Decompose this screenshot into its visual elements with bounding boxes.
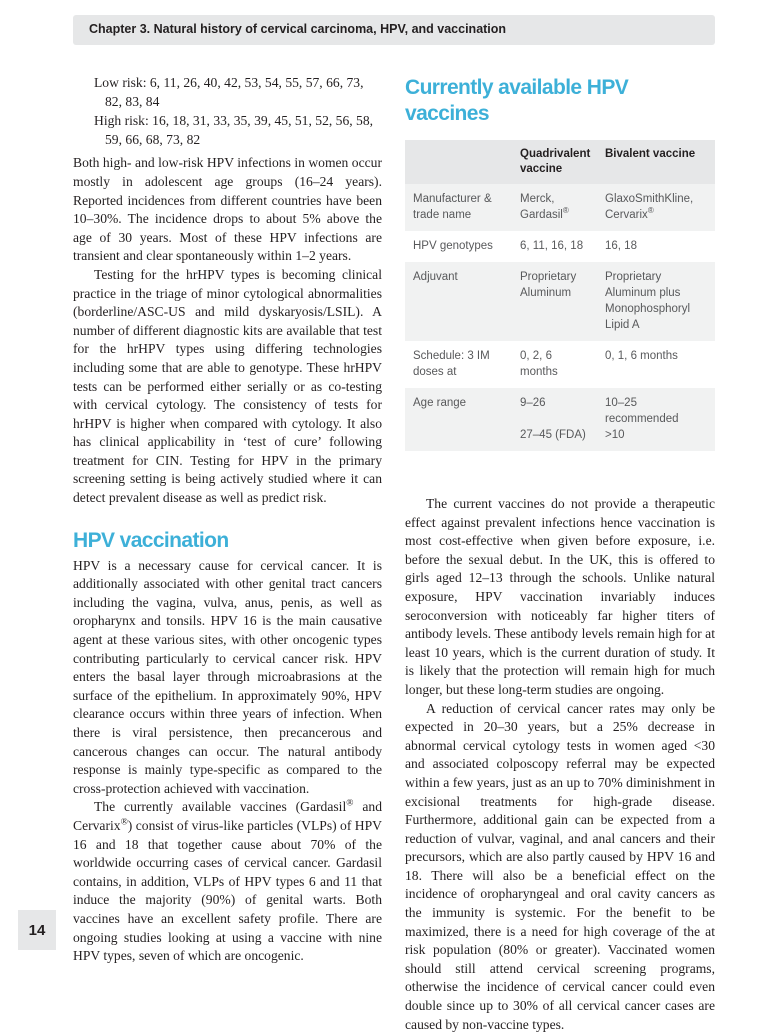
table-cell: 16, 18 xyxy=(605,240,637,252)
table-row xyxy=(405,231,715,262)
text-run: The currently available vaccines (Gardasil xyxy=(94,799,347,815)
trade-name: Cervarix xyxy=(605,209,648,221)
table-cell-label: Age range xyxy=(405,388,512,451)
registered-mark: ® xyxy=(346,798,354,809)
text-run: and Cervarix xyxy=(73,799,382,833)
risk-high-item: High risk: 16, 18, 31, 33, 35, 39, 45, 51, 52, 56, 58, 59, 66, 68, 73, 82 xyxy=(94,113,374,147)
table-cell: Proprietary Aluminum plus Monophosphoryl Lipid A xyxy=(597,262,715,341)
paragraph-infection-incidence: Both high- and low-risk HPV infections in women occur mostly in adolescent age groups (16–24 years). Reported incidences from different countries have been 10–30%. The incidence drops to about 5% above the age of 30 years. Most of these HPV infections are transient and clear spontaneously within 1–2 years. xyxy=(73,155,382,264)
trade-name: Gardasil xyxy=(520,209,563,221)
age-value: 27–45 (FDA) xyxy=(520,429,586,441)
chapter-title: Chapter 3. Natural history of cervical carcinoma, HPV, and vaccination xyxy=(89,22,507,36)
table-cell: 0, 1, 6 months xyxy=(605,350,678,362)
table-cell-label: Schedule: 3 IM doses at xyxy=(413,350,490,378)
left-column xyxy=(73,74,382,966)
section-title-hpv-vaccination: HPV vaccination xyxy=(73,528,229,552)
text-run: ) consist of virus-like particles (VLPs) of HPV 16 and 18 that together cause about 70% of the worldwide occurring cases of cervical cancer. Gardasil contains, in addition, VLPs of HPV types 6 and 11 that induce the majority (90%) of genital warts. Both vaccines have an excellent safety profile. There are ongoing studies looking at using a vaccine with nine HPV types, seven of which are oncogenic. xyxy=(73,817,382,964)
table-cell-label: Adjuvant xyxy=(405,262,512,341)
table-header-cell xyxy=(405,140,512,184)
table-cell xyxy=(512,184,597,231)
table-cell-label: Manufacturer & trade name xyxy=(405,184,512,231)
table-cell: Proprietary Aluminum xyxy=(512,262,597,341)
company-name: Merck, xyxy=(520,193,555,205)
table-row xyxy=(405,388,715,451)
age-value: 10–25 recommended xyxy=(605,397,679,425)
paragraph-cancer-reduction: A reduction of cervical cancer rates may only be expected in 20–30 years, but a 25% decrease in abnormal cervical cytology tests in women aged <30 and associated colposcopy referral may be expected within a few years, just as an up to 70% diminishment in excisional treatments for high-grade disease. Furthermore, additional gain can be expected from a reduction of vulvar, vaginal, and anal cancers and their precursors, which are also partly caused by HPV 16 and 18. There will also be a beneficial effect on the incidence of oropharyngeal and oral cavity cancers as the immunity is systemic. For the benefit to be maximized, there is a need for high coverage of the at risk population (80% or greater). Vaccinated women should still attend cervical screening programs, otherwise the incidence of cervical cancer could even double since up to 30% of all cervical cancer cases are caused by non-vaccine types. xyxy=(405,700,715,1032)
table-cell xyxy=(597,388,715,451)
paragraph-therapeutic-effect: The current vaccines do not provide a therapeutic effect against prevalent infections hence vaccination is most cost-effective when given before exposure, i.e. before the sexual debut. In the UK, this is offered to girls aged 12–13 through the schools. Unlike natural exposure, HPV vaccination invariably induces seroconversion with noticeably far higher titers of antibody levels. These antibody levels remain high for at least 10 years, which is the current duration of study. It is likely that the protection will remain high for much longer, but these long-term studies are ongoing. xyxy=(405,496,715,697)
risk-low-item: Low risk: 6, 11, 26, 40, 42, 53, 54, 55, 57, 66, 73, 82, 83, 84 xyxy=(94,75,364,109)
paragraph-hrhpv-testing: Testing for the hrHPV types is becoming clinical practice in the triage of minor cytological abnormalities (borderline/ASC-US and mild dyskaryosis/LSIL). A number of different diagnostic kits are available that test for the hrHPV types using differing technologies including some that are able to genotype. These hrHPV tests can be performed either serially or as co-testing with cervical cytology. The consistency of tests for hrHPV is higher when compared with cytology. It also has clinical applicability in ‘test of cure’ following treatment for CIN. Testing for HPV in the primary screening setting is being actively studied where it can detect prevalent disease as well as predict risk. xyxy=(73,266,382,506)
table-cell: 0, 2, 6 months xyxy=(520,350,558,378)
vaccine-table xyxy=(405,140,715,451)
age-value: >10 xyxy=(605,429,625,441)
page-number: 14 xyxy=(18,910,56,950)
table-cell xyxy=(512,388,597,451)
table-cell-label: HPV genotypes xyxy=(413,240,493,252)
paragraph-available-vaccines xyxy=(73,798,382,965)
registered-mark: ® xyxy=(120,817,128,828)
chapter-header-bar xyxy=(73,15,715,45)
table-cell xyxy=(597,184,715,231)
table-row xyxy=(405,341,715,388)
registered-mark: ® xyxy=(647,206,654,216)
table-header-cell: Quadrivalent vaccine xyxy=(512,140,597,184)
paragraph-hpv-cause: HPV is a necessary cause for cervical cancer. It is additionally associated with other genital tract cancers including the vagina, vulva, anus, penis, as well as oropharynx and tonsils. HPV 16 is the main causative agent at these various sites, with other oncogenic types contributing particularly to cervical cancer risk. HPV enters the basal layer through microabrasions at the surface of the epithelium. In approximately 90%, HPV clearance occurs within three years of infection. When there is viral persistence, then precancerous and cancerous changes can occur. The natural antibody response is mainly type-specific as compared to the cross-protection achieved with vaccination. xyxy=(73,557,382,796)
table-cell: 6, 11, 16, 18 xyxy=(520,240,584,252)
table-header-row xyxy=(405,140,715,184)
right-column xyxy=(405,74,715,1034)
age-value: 9–26 xyxy=(520,397,546,409)
table-row xyxy=(405,262,715,341)
table-row xyxy=(405,184,715,231)
section-title-available-vaccines: Currently available HPV vaccines xyxy=(405,76,629,125)
company-name: GlaxoSmithKline, xyxy=(605,193,694,205)
registered-mark: ® xyxy=(562,206,569,216)
table-header-cell: Bivalent vaccine xyxy=(597,140,715,184)
risk-list xyxy=(73,74,382,149)
